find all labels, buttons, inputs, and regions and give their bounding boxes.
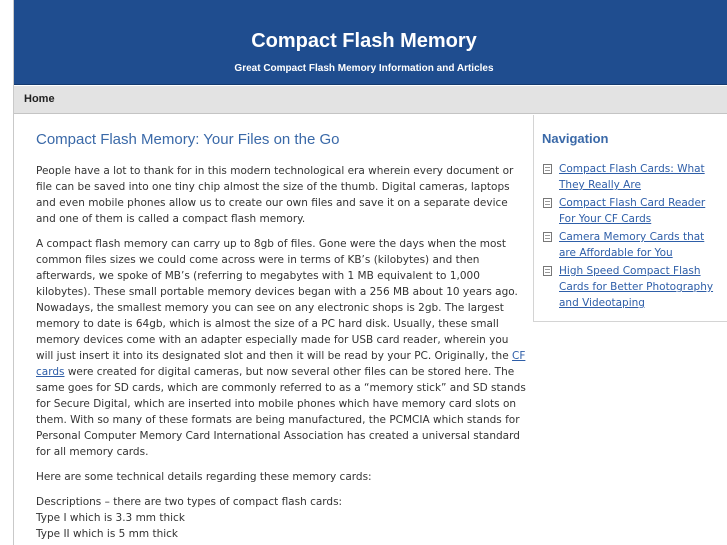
sidebar-item	[542, 229, 720, 261]
paragraph-line: Type I which is 3.3 mm thick	[36, 512, 185, 524]
site-header	[14, 0, 727, 85]
sidebar-heading: Navigation	[542, 131, 609, 146]
page-frame	[13, 0, 727, 545]
document-icon	[543, 164, 552, 174]
sidebar-item	[542, 195, 720, 227]
document-icon	[543, 198, 552, 208]
sidebar-link-list	[542, 161, 720, 313]
document-icon	[543, 266, 552, 276]
main-content	[36, 130, 526, 545]
paragraph-line: Descriptions – there are two types of compact flash cards:	[36, 496, 343, 508]
sidebar-link[interactable]: Camera Memory Cards that are Affordable for You	[559, 231, 705, 259]
sidebar-item	[542, 161, 720, 193]
article-title: Compact Flash Memory: Your Files on the Go	[36, 131, 340, 148]
site-tagline: Great Compact Flash Memory Information and Articles	[234, 63, 494, 74]
sidebar-link[interactable]: High Speed Compact Flash Cards for Better Photography and Videotaping	[559, 265, 714, 309]
article-paragraph-3: Here are some technical details regarding these memory cards:	[36, 471, 372, 483]
nav-home-link[interactable]: Home	[24, 93, 55, 105]
sidebar	[533, 115, 727, 322]
sidebar-link[interactable]: Compact Flash Card Reader For Your CF Cards	[559, 197, 706, 225]
paragraph-text: were created for digital cameras, but now several other files can be stored here. The same goes for SD cards, which are commonly referred to as a “memory stick” and SD stands for Secure Digital, which are inserted into mobile phones which have memory card slots on them. With so many of these formats are being manufactured, the PCMCIA which stands for Personal Computer Memory Card International Association has created a universal standard for all memory cards.	[36, 366, 526, 458]
paragraph-text: A compact flash memory can carry up to 8gb of files. Gone were the days when the most common files sizes we could come across were in terms of KB’s (kilobytes) and then afterwards, we spoke of MB’s (referring to megabytes with 1 MB equivalent to 1,000 kilobytes). These small portable memory devices began with a 256 MB about 10 years ago. Nowadays, the smallest memory you can see on any electronic shops is 2gb. The largest memory to date is 64gb, which is almost the size of a PC hard disk. Usually, these small memory devices come with an adapter especially made for USB card reader, wherein you will just insert it into its designated slot and then it will be read by your PC. Originally, the	[36, 238, 518, 362]
cf-cards-link[interactable]: CF cards	[36, 350, 526, 378]
article-paragraph-2	[36, 236, 526, 460]
paragraph-line: Type II which is 5 mm thick	[36, 528, 178, 540]
article-paragraph-4	[36, 494, 526, 542]
sidebar-link[interactable]: Compact Flash Cards: What They Really Are	[559, 163, 705, 191]
sidebar-item	[542, 263, 720, 311]
article-paragraph-1: People have a lot to thank for in this modern technological era wherein every document or file can be saved into one tiny chip almost the size of the thumb. Digital cameras, laptops and even mobile phones allow us to create our own files and save it on a separate device and one of them is called a compact flash memory.	[36, 165, 514, 225]
main-navbar	[14, 86, 727, 114]
document-icon	[543, 232, 552, 242]
site-title[interactable]: Compact Flash Memory	[251, 30, 477, 52]
